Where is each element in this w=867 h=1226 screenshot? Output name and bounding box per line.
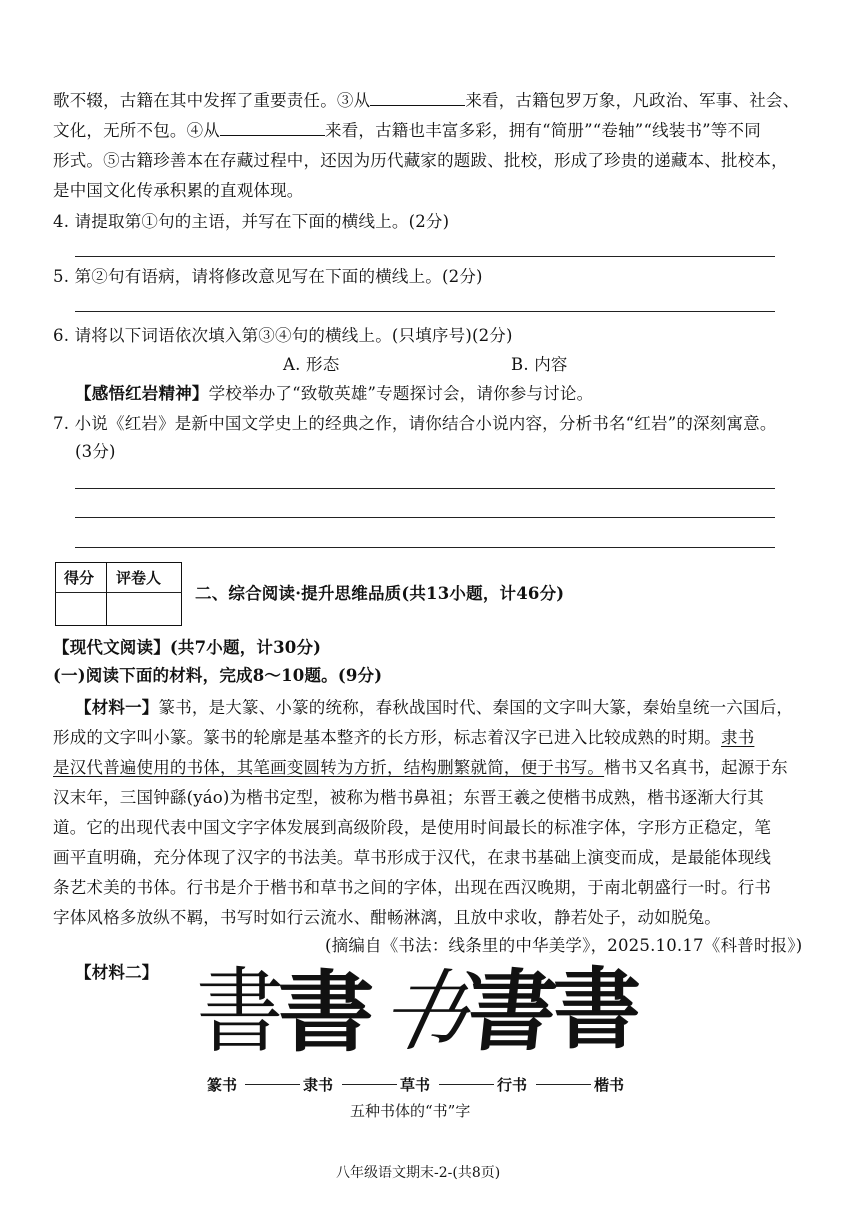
- section-heading: 【感悟红岩精神】: [75, 384, 209, 403]
- answer-blank-4[interactable]: [220, 121, 325, 136]
- material-one-label: 【材料一】: [75, 698, 159, 717]
- material-one-line-1: [75, 697, 793, 719]
- connector-line: [536, 1084, 591, 1085]
- label-cursive-script: 草书: [400, 1076, 431, 1094]
- modern-reading-heading: 【现代文阅读】(共7小题，计30分): [53, 638, 322, 657]
- option-a: A. 形态: [283, 355, 340, 374]
- clerical-script-glyph: 書: [277, 960, 375, 1064]
- material-text: 篆书，是大篆、小篆的统称，春秋战国时代、秦国的文字叫大篆，秦始皇统一六国后，: [158, 698, 794, 717]
- material-one-line-5: 道。它的出现代表中国文字字体发展到高级阶段，是使用时间最长的标准字体，字形方正稳定，笔: [53, 818, 772, 837]
- seal-script-glyph: 書: [196, 957, 285, 1066]
- question-6: 6. 请将以下词语依次填入第③④句的横线上。(只填序号)(2分): [53, 326, 513, 345]
- answer-line-q7-3[interactable]: [75, 547, 775, 548]
- score-box-divider: [55, 592, 182, 593]
- cursive-script-glyph: 书: [369, 960, 480, 1063]
- answer-line-q7-2[interactable]: [75, 517, 775, 518]
- underlined-text: 是汉代普遍使用的书体，其笔画变圆转为方折，结构删繁就简，便于书写。: [53, 758, 605, 777]
- regular-script-glyph: 書: [553, 963, 642, 1060]
- material-one-line-7: 条艺术美的书体。行书是介于楷书和草书之间的字体，出现在西汉晚期，于南北朝盛行一时。行书: [53, 878, 772, 897]
- material-text: 形成的文字叫小篆。篆书的轮廓是基本整齐的长方形，标志着汉字已进入比较成熟的时期。: [53, 728, 721, 747]
- passage-line-1: [53, 90, 799, 112]
- grader-label: 评卷人: [116, 569, 162, 587]
- question-7-score: (3分): [75, 442, 116, 461]
- passage-line-4: 是中国文化传承积累的直观体现。: [53, 181, 304, 200]
- score-input[interactable]: [58, 596, 104, 622]
- material-two-caption: 五种书体的“书”字: [350, 1102, 471, 1120]
- section-two-title: 二、综合阅读·提升思维品质(共13小题，计46分): [195, 584, 565, 603]
- answer-line-q5[interactable]: [75, 311, 775, 312]
- passage-line-2: [53, 120, 761, 142]
- running-script-glyph: 書: [462, 960, 562, 1063]
- material-one-line-8: 字体风格多放纵不羁，书写时如行云流水、酣畅淋漓，且放中求收，静若处子，动如脱兔。: [53, 908, 721, 927]
- material-one-line-2: [53, 727, 754, 749]
- page-footer: 八年级语文期末-2-(共8页): [336, 1165, 501, 1181]
- connector-line: [245, 1084, 300, 1085]
- option-b: B. 内容: [511, 355, 568, 374]
- material-one-line-6: 画平直明确，充分体现了汉字的书法美。草书形成于汉代，在隶书基础上演变而成，是最能体现线: [53, 848, 772, 867]
- question-4: 4. 请提取第①句的主语，并写在下面的横线上。(2分): [53, 212, 450, 231]
- connector-line: [342, 1084, 397, 1085]
- passage-line-3: 形式。⑤古籍珍善本在存藏过程中，还因为历代藏家的题跋、批校，形成了珍贵的递藏本、批校本，: [53, 151, 788, 170]
- material-one-source: (摘编自《书法：线条里的中华美学》，2025.10.17《科普时报》): [325, 936, 803, 955]
- question-7: 7. 小说《红岩》是新中国文学史上的经典之作，请你结合小说内容，分析书名“红岩”的深刻寓意。: [53, 414, 777, 433]
- part-one-heading: (一)阅读下面的材料，完成8～10题。(9分): [53, 666, 383, 685]
- score-label: 得分: [64, 569, 95, 587]
- material-two-label: 【材料二】: [75, 963, 159, 982]
- answer-line-q4[interactable]: [75, 256, 775, 257]
- section-text: 学校举办了“致敬英雄”专题探讨会，请你参与讨论。: [208, 384, 594, 403]
- underlined-text: 隶书: [721, 728, 755, 747]
- passage-text: 来看，古籍包罗万象，凡政治、军事、社会、: [465, 91, 800, 110]
- answer-blank-3[interactable]: [370, 91, 465, 106]
- question-5: 5. 第②句有语病，请将修改意见写在下面的横线上。(2分): [53, 267, 483, 286]
- passage-text: 来看，古籍也丰富多彩，拥有“简册”“卷轴”“线装书”等不同: [325, 121, 761, 140]
- label-seal-script: 篆书: [207, 1076, 238, 1094]
- passage-text: 文化，无所不包。④从: [53, 121, 220, 140]
- passage-text: 歌不辍，古籍在其中发挥了重要责任。③从: [53, 91, 371, 110]
- label-clerical-script: 隶书: [303, 1076, 334, 1094]
- label-regular-script: 楷书: [594, 1076, 625, 1094]
- material-one-line-4: 汉末年，三国钟繇(yáo)为楷书定型，被称为楷书鼻祖；东晋王羲之使楷书成熟，楷书逐渐大行其: [53, 788, 764, 807]
- hongyan-intro: [75, 383, 593, 405]
- material-one-line-3: [53, 757, 788, 779]
- label-running-script: 行书: [497, 1076, 528, 1094]
- grader-input[interactable]: [110, 596, 178, 622]
- material-text: 楷书又名真书，起源于东: [604, 758, 788, 777]
- connector-line: [439, 1084, 494, 1085]
- answer-line-q7-1[interactable]: [75, 488, 775, 489]
- score-box-divider: [106, 562, 107, 626]
